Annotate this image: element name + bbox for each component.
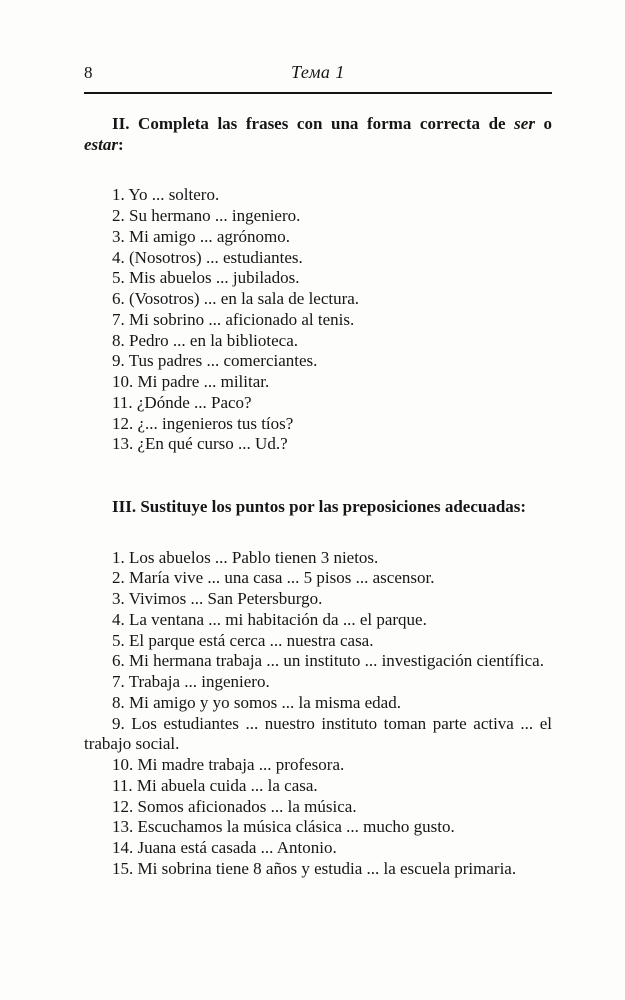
exercise-item: 15. Mi sobrina tiene 8 años y estudia ... la escuela primaria. bbox=[112, 858, 517, 878]
section-ii-heading-estar: estar bbox=[84, 134, 118, 154]
exercise-ii-list bbox=[84, 185, 552, 455]
exercise-item: 8. Pedro ... en la biblioteca. bbox=[112, 330, 299, 350]
exercise-item: 2. María vive ... una casa ... 5 pisos ... ascensor. bbox=[112, 568, 435, 588]
exercise-item: 4. La ventana ... mi habitación da ... el parque. bbox=[112, 609, 427, 629]
page-header-title: Тема 1 bbox=[291, 62, 345, 82]
exercise-item: 5. El parque está cerca ... nuestra casa. bbox=[112, 630, 374, 650]
running-head bbox=[84, 62, 552, 92]
exercise-item: 6. (Vosotros) ... en la sala de lectura. bbox=[112, 289, 360, 309]
exercise-item: 11. ¿Dónde ... Paco? bbox=[112, 392, 252, 412]
section-ii-heading-prefix: II. Completa las frases con una forma correcta de bbox=[112, 113, 515, 133]
section-ii-heading-mid: o bbox=[534, 113, 553, 133]
exercise-item: 10. Mi padre ... militar. bbox=[112, 372, 270, 392]
exercise-item: 4. (Nosotros) ... estudiantes. bbox=[112, 247, 303, 267]
exercise-item: 1. Yo ... soltero. bbox=[112, 185, 220, 205]
section-gap bbox=[84, 455, 552, 497]
exercise-item: 9. Tus padres ... comerciantes. bbox=[112, 351, 318, 371]
exercise-iii-list bbox=[84, 548, 552, 880]
exercise-item: 5. Mis abuelos ... jubilados. bbox=[112, 268, 300, 288]
exercise-item: 3. Vivimos ... San Petersburgo. bbox=[112, 589, 323, 609]
exercise-item: 3. Mi amigo ... agrónomo. bbox=[112, 226, 291, 246]
heading-gap bbox=[84, 171, 552, 185]
exercise-item: 7. Trabaja ... ingeniero. bbox=[112, 672, 270, 692]
exercise-item: 14. Juana está casada ... Antonio. bbox=[112, 837, 337, 857]
exercise-item: 11. Mi abuela cuida ... la casa. bbox=[112, 775, 318, 795]
header-rule bbox=[84, 92, 552, 94]
exercise-item: 12. Somos aficionados ... la música. bbox=[112, 796, 357, 816]
exercise-item: 9. Los estudiantes ... nuestro instituto toman parte activa ... el trabajo social. bbox=[84, 713, 552, 754]
exercise-item: 13. Escuchamos la música clásica ... mucho gusto. bbox=[112, 817, 455, 837]
exercise-item: 6. Mi hermana trabaja ... un instituto ... investigación científica. bbox=[112, 651, 544, 671]
heading-gap bbox=[84, 534, 552, 548]
exercise-item: 10. Mi madre trabaja ... profesora. bbox=[112, 755, 345, 775]
exercise-item: 8. Mi amigo y yo somos ... la misma edad. bbox=[112, 692, 401, 712]
section-ii-heading bbox=[84, 114, 552, 155]
page-number: 8 bbox=[84, 63, 93, 82]
exercise-item: 12. ¿... ingenieros tus tíos? bbox=[112, 413, 294, 433]
section-ii-heading-ser: ser bbox=[514, 113, 535, 133]
exercise-item: 1. Los abuelos ... Pablo tienen 3 nietos. bbox=[112, 547, 379, 567]
exercise-item: 2. Su hermano ... ingeniero. bbox=[112, 206, 301, 226]
exercise-item: 13. ¿En qué curso ... Ud.? bbox=[112, 434, 288, 454]
section-iii-heading: III. Sustituye los puntos por las preposiciones adecuadas: bbox=[112, 496, 527, 516]
exercise-item: 7. Mi sobrino ... aficionado al tenis. bbox=[112, 309, 355, 329]
page-content bbox=[84, 62, 552, 879]
section-ii-heading-suffix: : bbox=[118, 134, 124, 154]
